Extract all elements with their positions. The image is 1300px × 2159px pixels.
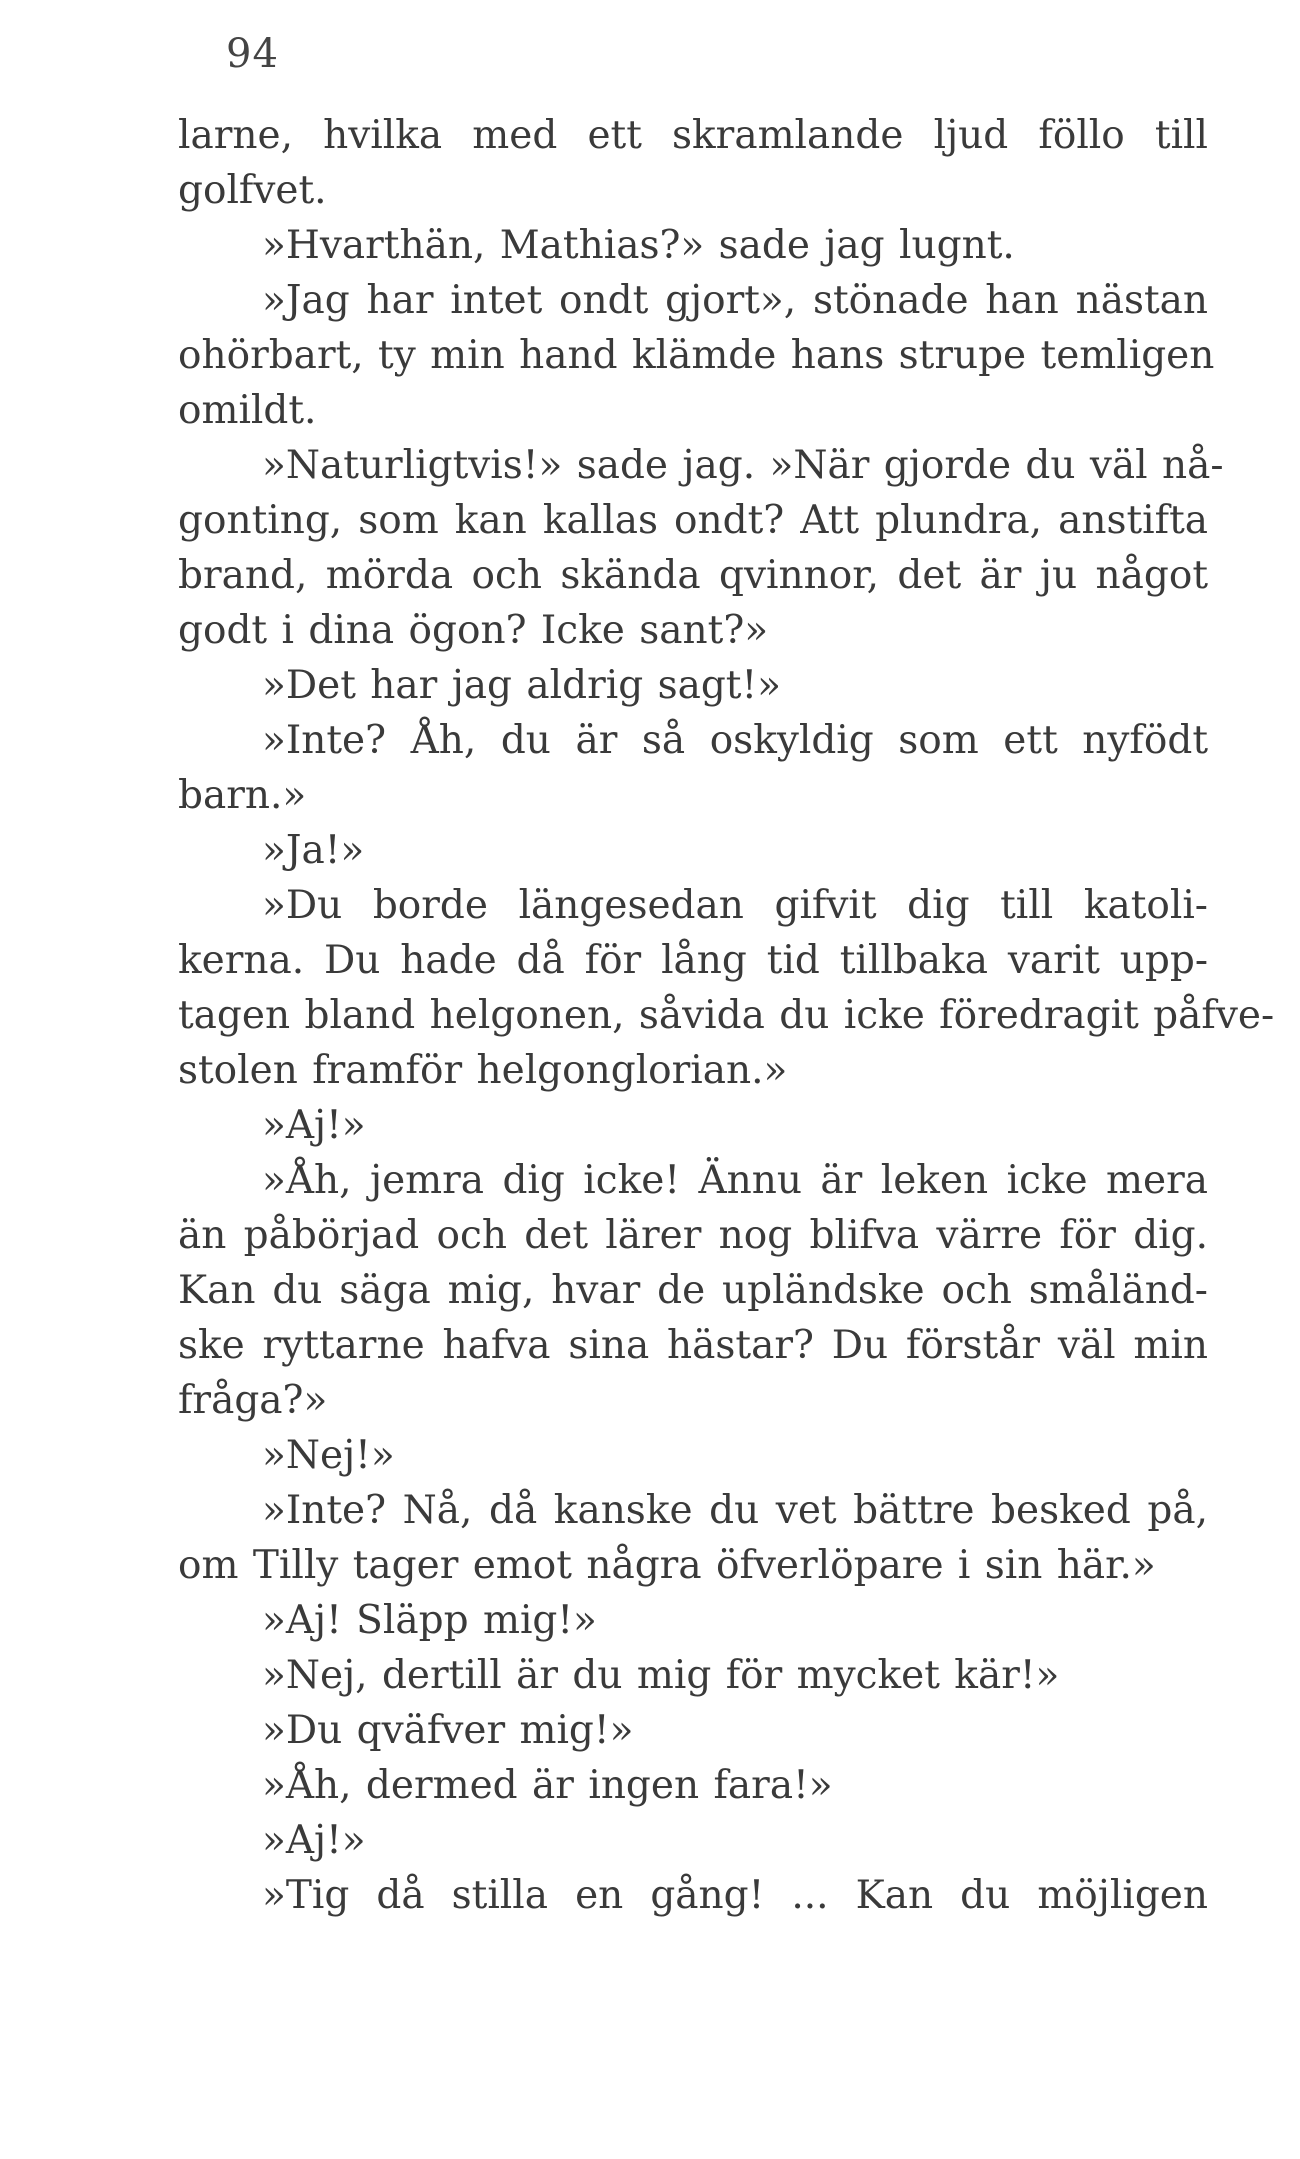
text-line: barn.» [178,773,307,818]
text-line: än påbörjad och det lärer nog blifva värre för dig. [178,1213,1208,1258]
text-line: »Aj!» [262,1103,366,1148]
text-line: »Inte? Åh, du är så oskyldig som ett nyfödt [262,718,1208,763]
text-line: »Åh, dermed är ingen fara!» [262,1763,833,1808]
text-line: tagen bland helgonen, såvida du icke föredragit påfve- [178,993,1275,1038]
text-line: »Du qväfver mig!» [262,1708,634,1753]
text-line: golfvet. [178,168,327,213]
text-line: larne, hvilka med ett skramlande ljud föllo till [178,113,1208,158]
text-line: »Nej, dertill är du mig för mycket kär!» [262,1653,1060,1698]
text-line: om Tilly tager emot några öfverlöpare i sin här.» [178,1543,1156,1588]
text-line: »Det har jag aldrig sagt!» [262,663,781,708]
text-line: »Jag har intet ondt gjort», stönade han nästan [262,278,1208,323]
text-line: »Inte? Nå, då kanske du vet bättre besked på, [262,1488,1208,1533]
text-line: ohörbart, ty min hand klämde hans strupe temligen [178,333,1215,378]
text-line: »Du borde längesedan gifvit dig till katoli- [262,883,1208,928]
text-line: »Naturligtvis!» sade jag. »När gjorde du väl nå- [262,443,1224,488]
text-line: Kan du säga mig, hvar de upländske och småländ- [178,1268,1208,1313]
text-line: kerna. Du hade då för lång tid tillbaka varit upp- [178,938,1208,983]
text-line: fråga?» [178,1378,328,1423]
text-line: »Tig då stilla en gång! ... Kan du möjligen [262,1873,1208,1918]
text-line: »Nej!» [262,1433,395,1478]
text-line: brand, mörda och skända qvinnor, det är ju något [178,553,1208,598]
text-line: »Ja!» [262,828,365,873]
text-line: godt i dina ögon? Icke sant?» [178,608,769,653]
text-line: »Aj!» [262,1818,366,1863]
text-line: omildt. [178,388,317,433]
text-line: »Hvarthän, Mathias?» sade jag lugnt. [262,223,1015,268]
text-line: stolen framför helgonglorian.» [178,1048,788,1093]
body-text [178,108,1275,1923]
text-line: ske ryttarne hafva sina hästar? Du förstår väl min [178,1323,1208,1368]
text-line: »Åh, jemra dig icke! Ännu är leken icke mera [262,1158,1208,1203]
page-number: 94 [226,31,279,77]
text-line: gonting, som kan kallas ondt? Att plundra, anstifta [178,498,1208,543]
text-line: »Aj! Släpp mig!» [262,1598,597,1643]
